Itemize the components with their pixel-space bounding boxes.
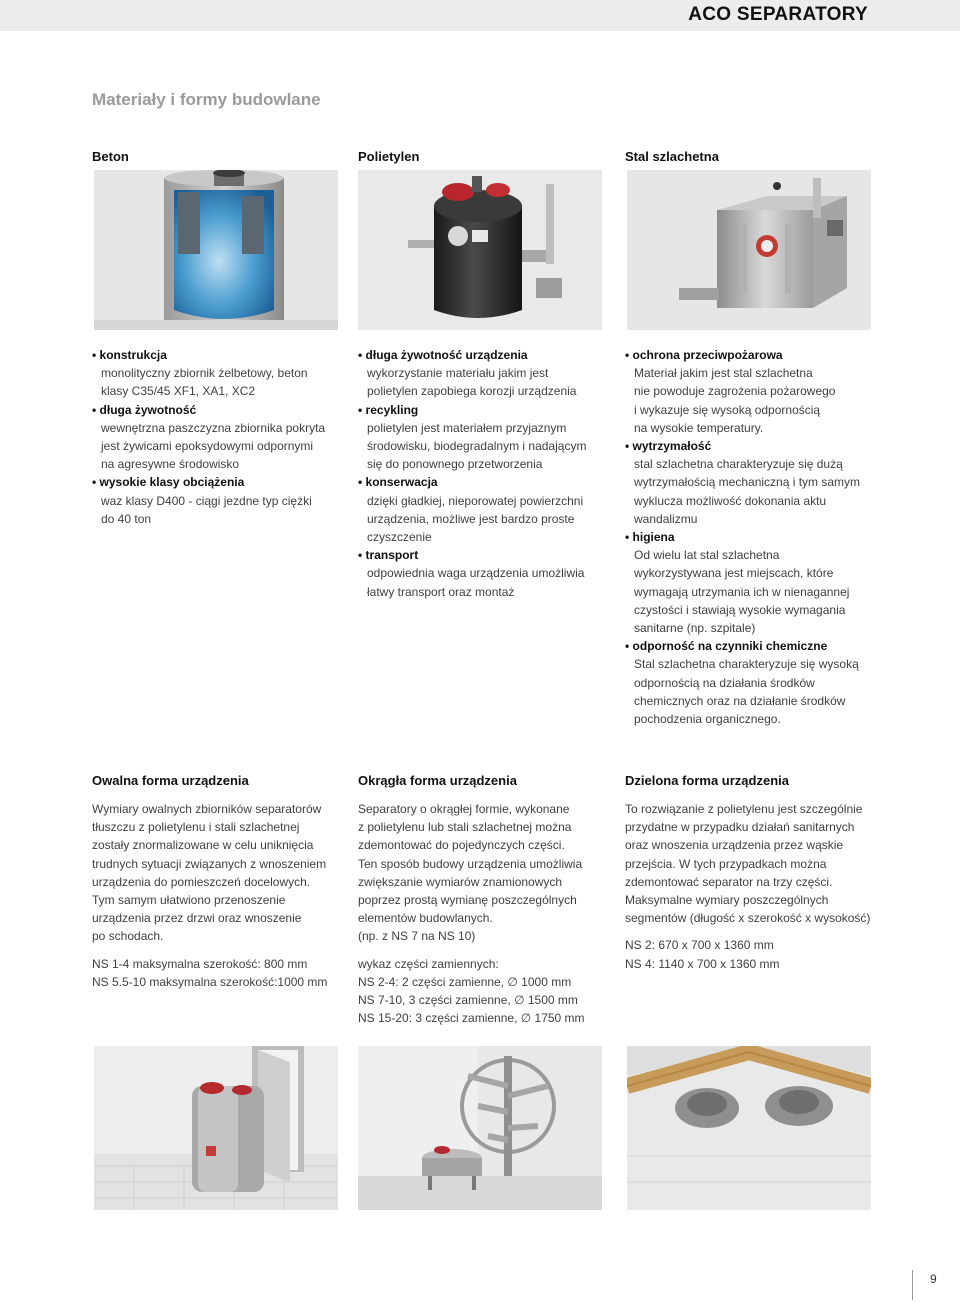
text-line: urządzenia przez drzwi oraz wnoszenie [92,911,302,926]
text-line: urządzenia do pomieszczeń docelowych. [92,874,311,889]
feature-line: wandalizmu [634,511,698,526]
feature-line: na agresywne środowisko [101,457,240,472]
feature-title: • recykling [358,401,586,419]
feature-line: wytrzymałością mechaniczną i tym samym [634,475,861,490]
feature-title: • wysokie klasy obciążenia [92,473,325,491]
text-line: NS 1-4 maksymalna szerokość: 800 mm [92,956,308,971]
feature-title: • długa żywotność [92,401,325,419]
text-line: NS 2: 670 x 700 x 1360 mm [625,938,774,953]
features-beton [92,346,325,528]
feature-line: wykorzystanie materiału jakim jest [367,366,549,381]
feature-line: nie powoduje zagrożenia pożarowego [634,384,836,399]
text-line: Tym samym ułatwiono przenoszenie [92,893,286,908]
split-separator-corner-photo [627,1046,871,1210]
text-line: To rozwiązanie z polietylenu jest szczególnie [625,802,863,816]
feature-title: • transport [358,546,586,564]
text-line: NS 5.5-10 maksymalna szerokość:1000 mm [92,974,328,989]
text-line: Separatory o okrągłej formie, wykonane [358,802,570,816]
text-line: poprzez prostą wymianę poszczególnych [358,893,577,908]
feature-line: wyklucza możliwość dokonania aktu [634,493,827,508]
form-heading-owalna: Owalna forma urządzenia [92,773,249,788]
header-bar [0,0,960,31]
feature-line: stal szlachetna charakteryzuje się dużą [634,457,843,472]
column-heading-beton: Beton [92,149,129,164]
feature-line: wymagają utrzymania ich w nienagannej [634,584,850,599]
text-line: Maksymalne wymiary poszczególnych [625,893,829,908]
text-line: segmentów (długość x szerokość x wysokość) [625,911,871,926]
feature-line: polietylen zapobiega korozji urządzenia [367,384,577,399]
form-body-okragla [358,800,585,1027]
section-title: Materiały i formy budowlane [92,90,321,109]
feature-title: • higiena [625,528,860,546]
text-line: zostały znormalizowane w celu uniknięcia [92,838,314,853]
column-heading-stal: Stal szlachetna [625,149,719,164]
text-line: zwiększanie wymiarów znamionowych [358,874,563,889]
oval-separator-doorway-photo [94,1046,338,1210]
page-number: 9 [930,1272,937,1286]
feature-line: odpornością na działania środków [634,675,815,690]
text-line: tłuszczu z polietylenu i stali szlachetnej [92,820,300,835]
feature-line: łatwy transport oraz montaż [367,584,515,599]
feature-title: • ochrona przeciwpożarowa [625,346,860,364]
feature-line: Materiał jakim jest stal szlachetna [634,366,813,381]
text-line: Ten sposób budowy urządzenia umożliwia [358,856,583,871]
feature-line: Od wielu lat stal szlachetna [634,548,780,563]
form-heading-dzielona: Dzielona forma urządzenia [625,773,789,788]
feature-title: • długa żywotność urządzenia [358,346,586,364]
feature-line: urządzenia, możliwe jest bardzo proste [367,511,575,526]
feature-line: dzięki gładkiej, nieporowatej powierzchni [367,493,584,508]
text-line: NS 2-4: 2 części zamienne, ∅ 1000 mm [358,974,572,989]
text-line: NS 4: 1140 x 700 x 1360 mm [625,956,780,971]
column-heading-polietylen: Polietylen [358,149,420,164]
feature-line: polietylen jest materiałem przyjaznym [367,420,567,435]
feature-line: sanitarne (np. szpitale) [634,621,756,636]
text-line: po schodach. [92,929,164,944]
form-heading-okragla: Okrągła forma urządzenia [358,773,517,788]
features-polietylen [358,346,586,601]
round-separator-stairs-photo [358,1046,602,1210]
feature-line: czyszczenie [367,530,432,545]
feature-line: na wysokie temperatury. [634,420,764,435]
form-body-owalna [92,800,327,991]
stainless-steel-separator-photo [627,170,871,330]
feature-line: do 40 ton [101,511,152,526]
feature-line: waz klasy D400 - ciągi jezdne typ ciężki [101,493,312,508]
text-line: NS 7-10, 3 części zamienne, ∅ 1500 mm [358,993,578,1008]
polyethylene-separator-photo [358,170,602,330]
feature-line: odpowiednia waga urządzenia umożliwia [367,566,585,581]
feature-line: środowisku, biodegradalnym i nadającym [367,439,587,454]
text-line: NS 15-20: 3 części zamienne, ∅ 1750 mm [358,1011,585,1026]
feature-line: pochodzenia organicznego. [634,712,781,727]
feature-line: i wykazuje się wysoką odpornością [634,402,821,417]
text-line: trudnych sytuacji związanych z wnoszeniem [92,856,327,871]
feature-title: • wytrzymałość [625,437,860,455]
text-line: elementów budowlanych. [358,911,493,926]
feature-line: klasy C35/45 XF1, XA1, XC2 [101,384,256,399]
text-line: zdemontować do pojedynczych części. [358,838,565,853]
features-stal [625,346,860,728]
feature-line: czystości i stawiają wysokie wymagania [634,602,846,617]
text-line: zdemontować separator na trzy części. [625,874,833,889]
text-line: z polietylenu lub stali szlachetnej można [358,820,572,835]
text-line: wykaz części zamiennych: [358,956,499,971]
text-line: oraz wnoszenia urządzenia przez wąskie [625,838,844,853]
text-line: przejścia. W tych przypadkach można [625,856,827,871]
header-title: ACO SEPARATORY [688,4,868,25]
page-number-rule [912,1270,913,1300]
feature-title: • konserwacja [358,473,586,491]
feature-line: się do ponownego przetworzenia [367,457,543,472]
feature-line: wykorzystywana jest miejscach, które [634,566,834,581]
feature-title: • odporność na czynniki chemiczne [625,637,860,655]
feature-line: monolityczny zbiornik żelbetowy, beton [101,366,308,381]
feature-line: jest żywicami epoksydowymi odpornymi [101,439,314,454]
text-line: Wymiary owalnych zbiorników separatorów [92,802,322,816]
text-line: (np. z NS 7 na NS 10) [358,929,476,944]
feature-line: Stal szlachetna charakteryzuje się wysoką [634,657,859,672]
feature-line: wewnętrzna paszczyzna zbiornika pokryta [101,420,326,435]
feature-line: chemicznych oraz na działanie środków [634,693,846,708]
form-body-dzielona [625,800,870,973]
feature-title: • konstrukcja [92,346,325,364]
text-line: przydatne w przypadku działań sanitarnych [625,820,855,835]
concrete-separator-photo [94,170,338,330]
